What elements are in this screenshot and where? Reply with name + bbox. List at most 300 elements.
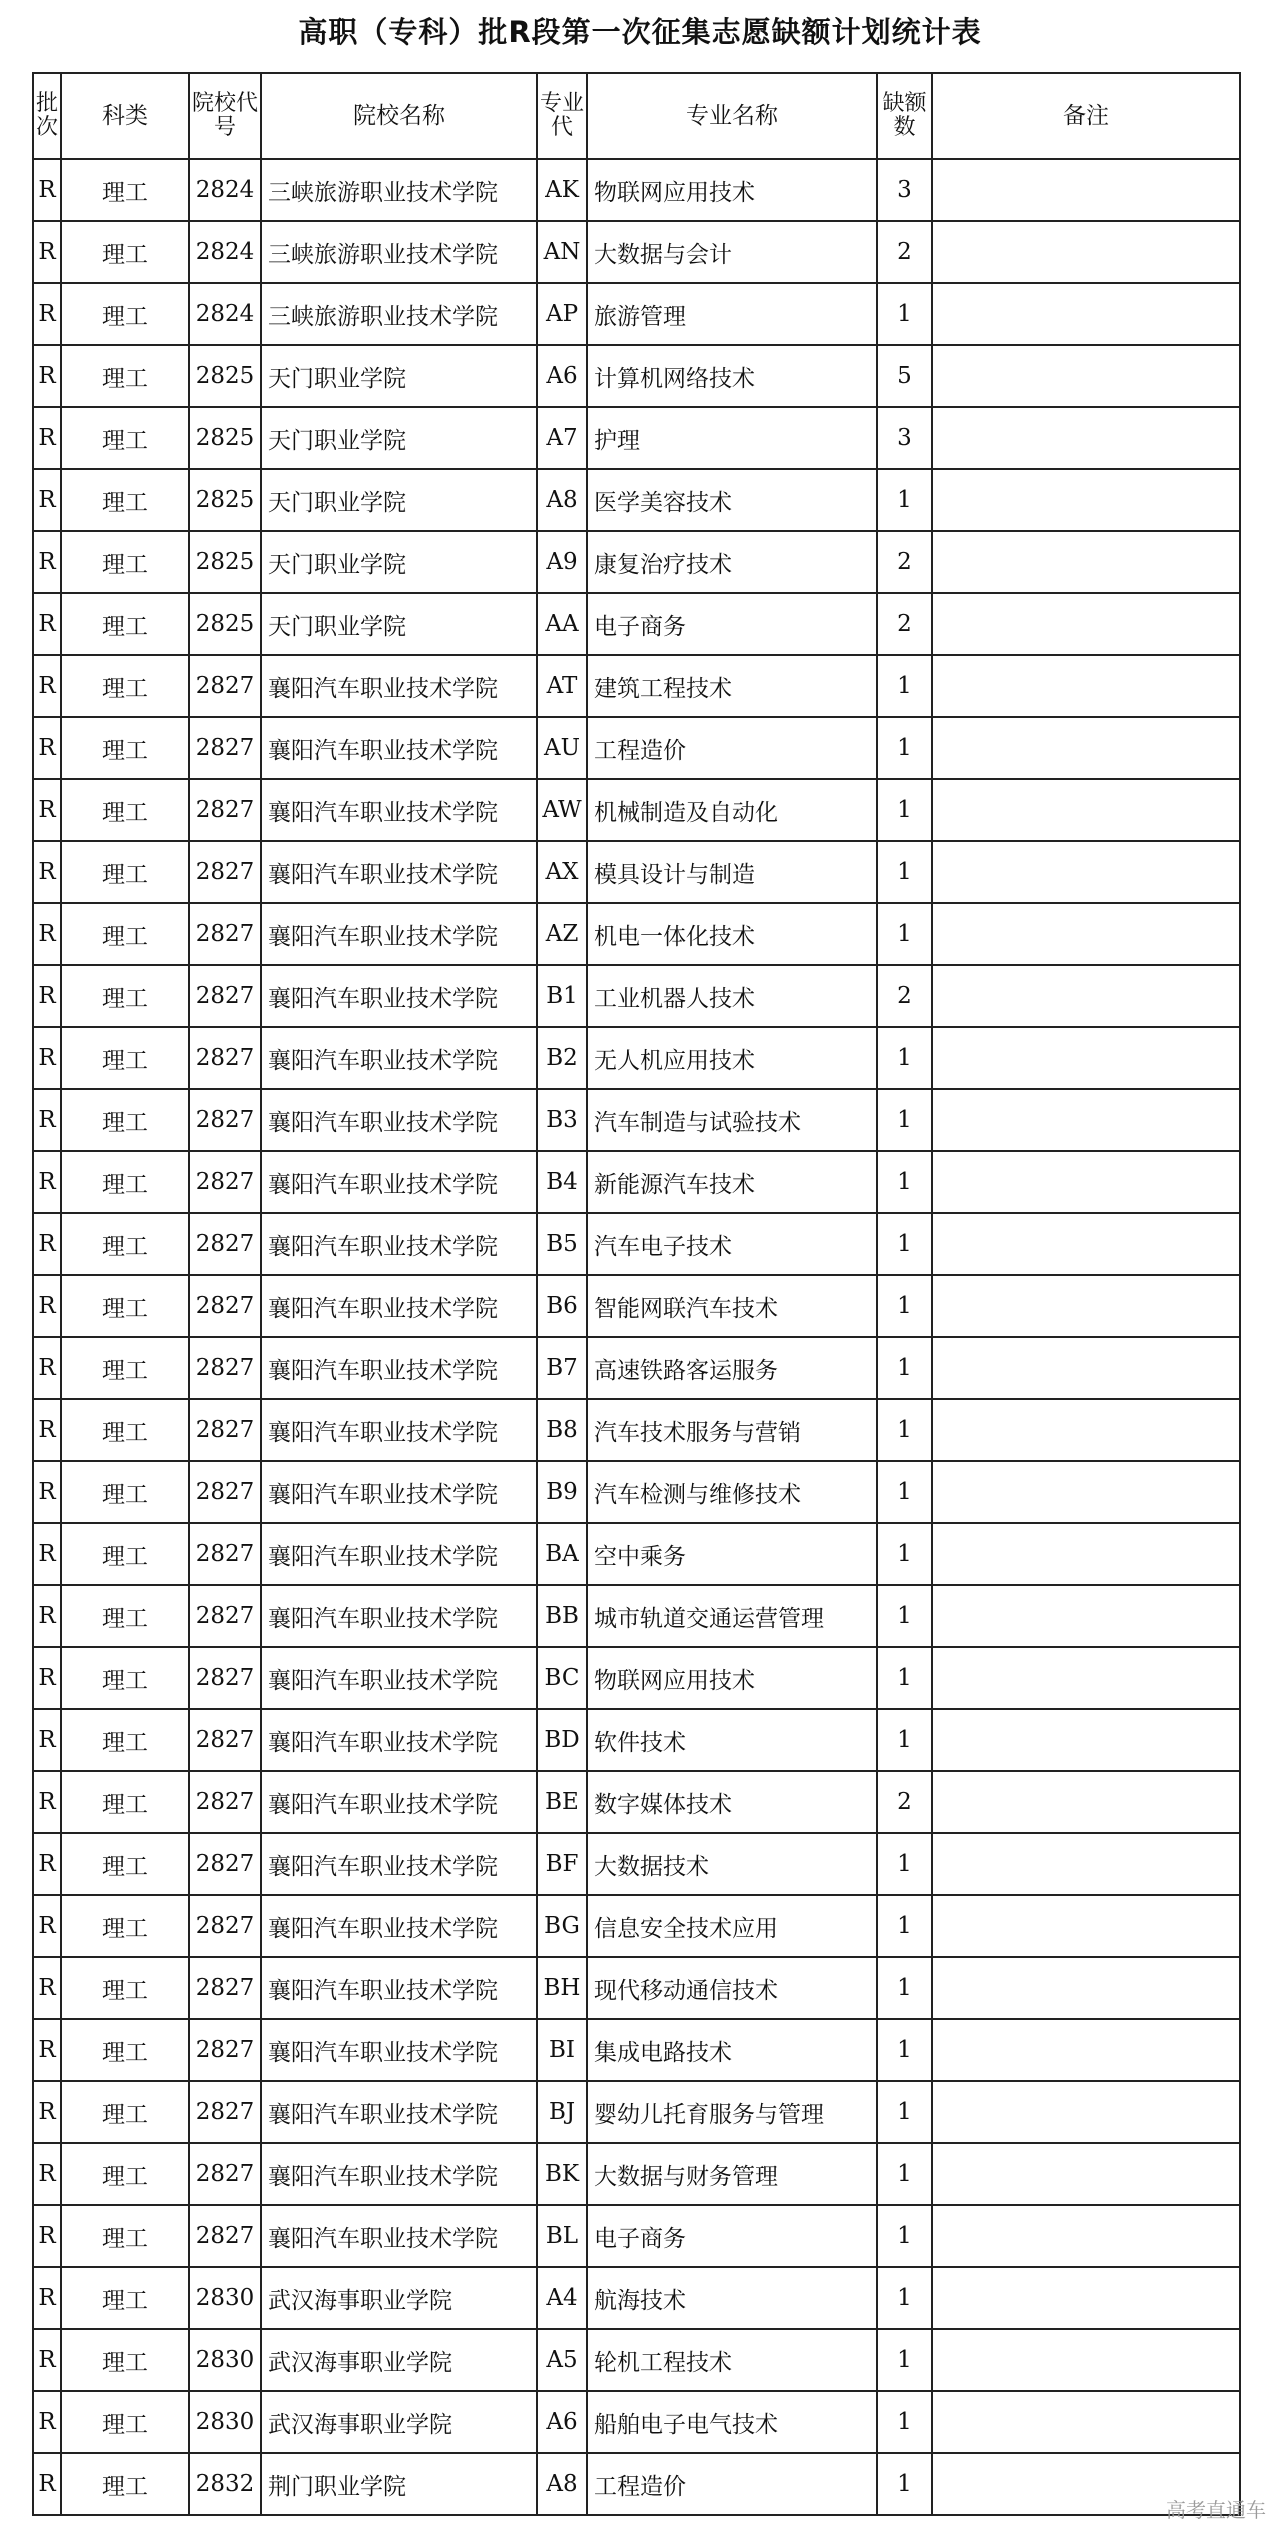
cell-major-name: 现代移动通信技术 <box>587 1957 877 2019</box>
cell-major-code: BK <box>537 2143 587 2205</box>
cell-major-name: 大数据与会计 <box>587 221 877 283</box>
cell-major-code: AX <box>537 841 587 903</box>
cell-major-name: 集成电路技术 <box>587 2019 877 2081</box>
cell-school-code: 2827 <box>189 1089 261 1151</box>
cell-vacancy: 3 <box>877 407 932 469</box>
cell-major-name: 工程造价 <box>587 2453 877 2515</box>
cell-vacancy: 1 <box>877 283 932 345</box>
vacancy-table <box>32 72 1241 2516</box>
cell-batch: R <box>33 593 61 655</box>
cell-school-code: 2827 <box>189 2143 261 2205</box>
watermark-text: 高考直通车 <box>1166 2498 1266 2522</box>
cell-category: 理工 <box>61 717 189 779</box>
cell-batch: R <box>33 2391 61 2453</box>
cell-school-name: 襄阳汽车职业技术学院 <box>261 965 537 1027</box>
cell-vacancy: 1 <box>877 2453 932 2515</box>
table-row <box>33 2267 1240 2329</box>
cell-school-name: 武汉海事职业学院 <box>261 2267 537 2329</box>
cell-category: 理工 <box>61 2205 189 2267</box>
table-row <box>33 1647 1240 1709</box>
cell-remarks <box>932 2267 1240 2329</box>
table-row <box>33 1585 1240 1647</box>
cell-vacancy: 1 <box>877 1337 932 1399</box>
cell-batch: R <box>33 2453 61 2515</box>
cell-remarks <box>932 1709 1240 1771</box>
cell-category: 理工 <box>61 1833 189 1895</box>
cell-batch: R <box>33 345 61 407</box>
cell-school-code: 2825 <box>189 531 261 593</box>
cell-school-code: 2825 <box>189 469 261 531</box>
header-vacancy: 缺额数 <box>877 73 932 159</box>
cell-vacancy: 1 <box>877 1151 932 1213</box>
cell-category: 理工 <box>61 2453 189 2515</box>
cell-major-name: 电子商务 <box>587 2205 877 2267</box>
cell-major-code: A9 <box>537 531 587 593</box>
cell-category: 理工 <box>61 221 189 283</box>
cell-batch: R <box>33 717 61 779</box>
cell-school-name: 天门职业学院 <box>261 593 537 655</box>
cell-major-name: 船舶电子电气技术 <box>587 2391 877 2453</box>
cell-batch: R <box>33 2329 61 2391</box>
header-remarks: 备注 <box>932 73 1240 159</box>
cell-major-name: 汽车技术服务与营销 <box>587 1399 877 1461</box>
page-title: 高职（专科）批R段第一次征集志愿缺额计划统计表 <box>298 15 982 49</box>
cell-category: 理工 <box>61 593 189 655</box>
cell-category: 理工 <box>61 903 189 965</box>
cell-category: 理工 <box>61 1957 189 2019</box>
cell-major-name: 轮机工程技术 <box>587 2329 877 2391</box>
cell-major-name: 婴幼儿托育服务与管理 <box>587 2081 877 2143</box>
cell-category: 理工 <box>61 531 189 593</box>
cell-major-code: BH <box>537 1957 587 2019</box>
cell-remarks <box>932 779 1240 841</box>
cell-school-code: 2827 <box>189 1151 261 1213</box>
cell-school-code: 2824 <box>189 221 261 283</box>
cell-school-name: 襄阳汽车职业技术学院 <box>261 1709 537 1771</box>
header-school-code: 院校代号 <box>189 73 261 159</box>
cell-category: 理工 <box>61 345 189 407</box>
table-row <box>33 2019 1240 2081</box>
cell-school-name: 天门职业学院 <box>261 469 537 531</box>
table-row <box>33 2391 1240 2453</box>
cell-batch: R <box>33 1089 61 1151</box>
cell-category: 理工 <box>61 2391 189 2453</box>
cell-school-code: 2827 <box>189 1337 261 1399</box>
cell-vacancy: 1 <box>877 1647 932 1709</box>
cell-category: 理工 <box>61 779 189 841</box>
cell-batch: R <box>33 531 61 593</box>
cell-vacancy: 1 <box>877 841 932 903</box>
cell-school-code: 2825 <box>189 593 261 655</box>
cell-category: 理工 <box>61 1089 189 1151</box>
table-row <box>33 1337 1240 1399</box>
cell-school-code: 2832 <box>189 2453 261 2515</box>
table-row <box>33 655 1240 717</box>
cell-vacancy: 1 <box>877 1585 932 1647</box>
cell-remarks <box>932 655 1240 717</box>
cell-school-name: 襄阳汽车职业技术学院 <box>261 655 537 717</box>
cell-vacancy: 1 <box>877 1089 932 1151</box>
cell-batch: R <box>33 407 61 469</box>
cell-batch: R <box>33 221 61 283</box>
cell-remarks <box>932 1399 1240 1461</box>
cell-batch: R <box>33 1833 61 1895</box>
cell-remarks <box>932 1771 1240 1833</box>
cell-school-code: 2827 <box>189 1647 261 1709</box>
cell-category: 理工 <box>61 2081 189 2143</box>
cell-category: 理工 <box>61 2019 189 2081</box>
cell-category: 理工 <box>61 1523 189 1585</box>
cell-vacancy: 1 <box>877 1027 932 1089</box>
header-batch: 批次 <box>33 73 61 159</box>
cell-major-code: BC <box>537 1647 587 1709</box>
cell-batch: R <box>33 1957 61 2019</box>
cell-school-name: 襄阳汽车职业技术学院 <box>261 1089 537 1151</box>
table-row <box>33 2205 1240 2267</box>
cell-category: 理工 <box>61 2329 189 2391</box>
cell-remarks <box>932 2391 1240 2453</box>
table-row <box>33 531 1240 593</box>
table-row <box>33 1895 1240 1957</box>
cell-school-name: 三峡旅游职业技术学院 <box>261 159 537 221</box>
cell-category: 理工 <box>61 1709 189 1771</box>
cell-batch: R <box>33 1771 61 1833</box>
cell-major-code: AK <box>537 159 587 221</box>
cell-vacancy: 1 <box>877 2019 932 2081</box>
cell-school-code: 2827 <box>189 1523 261 1585</box>
cell-remarks <box>932 1895 1240 1957</box>
cell-remarks <box>932 2143 1240 2205</box>
cell-batch: R <box>33 1027 61 1089</box>
cell-batch: R <box>33 469 61 531</box>
cell-category: 理工 <box>61 1151 189 1213</box>
cell-batch: R <box>33 1151 61 1213</box>
cell-major-name: 软件技术 <box>587 1709 877 1771</box>
cell-remarks <box>932 469 1240 531</box>
cell-remarks <box>932 2081 1240 2143</box>
cell-school-code: 2827 <box>189 1213 261 1275</box>
cell-school-name: 襄阳汽车职业技术学院 <box>261 841 537 903</box>
cell-batch: R <box>33 1213 61 1275</box>
table-row <box>33 1709 1240 1771</box>
table-row <box>33 283 1240 345</box>
cell-school-code: 2827 <box>189 779 261 841</box>
cell-school-code: 2827 <box>189 965 261 1027</box>
cell-major-code: B4 <box>537 1151 587 1213</box>
cell-major-name: 计算机网络技术 <box>587 345 877 407</box>
cell-remarks <box>932 965 1240 1027</box>
cell-major-name: 大数据与财务管理 <box>587 2143 877 2205</box>
header-major-code: 专业代 <box>537 73 587 159</box>
cell-vacancy: 1 <box>877 2205 932 2267</box>
cell-school-code: 2827 <box>189 1895 261 1957</box>
cell-major-name: 高速铁路客运服务 <box>587 1337 877 1399</box>
cell-school-name: 天门职业学院 <box>261 407 537 469</box>
cell-school-name: 武汉海事职业学院 <box>261 2391 537 2453</box>
cell-category: 理工 <box>61 1461 189 1523</box>
cell-major-code: AN <box>537 221 587 283</box>
cell-major-name: 工程造价 <box>587 717 877 779</box>
cell-vacancy: 1 <box>877 2143 932 2205</box>
cell-remarks <box>932 1957 1240 2019</box>
cell-category: 理工 <box>61 1213 189 1275</box>
cell-vacancy: 1 <box>877 1523 932 1585</box>
cell-batch: R <box>33 2143 61 2205</box>
cell-school-name: 襄阳汽车职业技术学院 <box>261 1895 537 1957</box>
cell-major-name: 康复治疗技术 <box>587 531 877 593</box>
cell-school-name: 三峡旅游职业技术学院 <box>261 221 537 283</box>
cell-school-code: 2827 <box>189 1957 261 2019</box>
cell-major-name: 旅游管理 <box>587 283 877 345</box>
cell-vacancy: 3 <box>877 159 932 221</box>
cell-vacancy: 1 <box>877 1957 932 2019</box>
cell-batch: R <box>33 1337 61 1399</box>
cell-school-name: 襄阳汽车职业技术学院 <box>261 1957 537 2019</box>
table-row <box>33 965 1240 1027</box>
cell-major-name: 物联网应用技术 <box>587 159 877 221</box>
cell-vacancy: 1 <box>877 469 932 531</box>
cell-remarks <box>932 283 1240 345</box>
cell-vacancy: 2 <box>877 221 932 283</box>
cell-category: 理工 <box>61 1895 189 1957</box>
cell-major-code: BI <box>537 2019 587 2081</box>
cell-major-code: B9 <box>537 1461 587 1523</box>
cell-batch: R <box>33 841 61 903</box>
cell-major-name: 物联网应用技术 <box>587 1647 877 1709</box>
cell-school-code: 2827 <box>189 1399 261 1461</box>
cell-school-code: 2827 <box>189 903 261 965</box>
cell-school-code: 2827 <box>189 1461 261 1523</box>
cell-school-name: 襄阳汽车职业技术学院 <box>261 1647 537 1709</box>
cell-category: 理工 <box>61 1771 189 1833</box>
cell-school-code: 2827 <box>189 717 261 779</box>
cell-school-code: 2827 <box>189 2081 261 2143</box>
cell-batch: R <box>33 1461 61 1523</box>
table-row <box>33 1523 1240 1585</box>
cell-category: 理工 <box>61 655 189 717</box>
cell-school-code: 2827 <box>189 2205 261 2267</box>
cell-category: 理工 <box>61 469 189 531</box>
cell-remarks <box>932 2329 1240 2391</box>
cell-major-code: AT <box>537 655 587 717</box>
cell-major-name: 工业机器人技术 <box>587 965 877 1027</box>
cell-major-code: B3 <box>537 1089 587 1151</box>
cell-major-code: AZ <box>537 903 587 965</box>
table-row <box>33 2329 1240 2391</box>
cell-category: 理工 <box>61 1275 189 1337</box>
cell-major-code: BL <box>537 2205 587 2267</box>
cell-remarks <box>932 1337 1240 1399</box>
cell-school-code: 2827 <box>189 1275 261 1337</box>
cell-school-name: 襄阳汽车职业技术学院 <box>261 1337 537 1399</box>
cell-batch: R <box>33 903 61 965</box>
table-row <box>33 345 1240 407</box>
table-row <box>33 1399 1240 1461</box>
cell-major-name: 智能网联汽车技术 <box>587 1275 877 1337</box>
cell-school-name: 襄阳汽车职业技术学院 <box>261 1833 537 1895</box>
cell-school-name: 襄阳汽车职业技术学院 <box>261 717 537 779</box>
cell-batch: R <box>33 1585 61 1647</box>
cell-major-code: BF <box>537 1833 587 1895</box>
cell-vacancy: 1 <box>877 717 932 779</box>
cell-major-code: A5 <box>537 2329 587 2391</box>
table-row <box>33 1213 1240 1275</box>
cell-school-name: 襄阳汽车职业技术学院 <box>261 1461 537 1523</box>
cell-major-code: A7 <box>537 407 587 469</box>
cell-remarks <box>932 1089 1240 1151</box>
cell-school-name: 襄阳汽车职业技术学院 <box>261 779 537 841</box>
cell-remarks <box>932 531 1240 593</box>
table-row <box>33 1027 1240 1089</box>
cell-major-name: 电子商务 <box>587 593 877 655</box>
cell-remarks <box>932 2205 1240 2267</box>
cell-major-code: BJ <box>537 2081 587 2143</box>
cell-vacancy: 1 <box>877 779 932 841</box>
cell-major-name: 汽车电子技术 <box>587 1213 877 1275</box>
cell-major-code: BE <box>537 1771 587 1833</box>
cell-vacancy: 1 <box>877 1461 932 1523</box>
cell-major-code: B2 <box>537 1027 587 1089</box>
cell-remarks <box>932 407 1240 469</box>
cell-vacancy: 1 <box>877 2267 932 2329</box>
cell-vacancy: 1 <box>877 1399 932 1461</box>
table-row <box>33 717 1240 779</box>
cell-school-code: 2824 <box>189 159 261 221</box>
cell-major-code: BD <box>537 1709 587 1771</box>
cell-major-code: AW <box>537 779 587 841</box>
cell-major-name: 新能源汽车技术 <box>587 1151 877 1213</box>
table-row <box>33 1461 1240 1523</box>
cell-major-code: B8 <box>537 1399 587 1461</box>
cell-major-code: BG <box>537 1895 587 1957</box>
cell-vacancy: 1 <box>877 1833 932 1895</box>
cell-major-name: 护理 <box>587 407 877 469</box>
cell-remarks <box>932 1647 1240 1709</box>
cell-school-name: 天门职业学院 <box>261 345 537 407</box>
table-row <box>33 469 1240 531</box>
cell-batch: R <box>33 1709 61 1771</box>
cell-major-name: 医学美容技术 <box>587 469 877 531</box>
cell-batch: R <box>33 2205 61 2267</box>
cell-remarks <box>932 1585 1240 1647</box>
cell-school-code: 2830 <box>189 2267 261 2329</box>
table-row <box>33 1151 1240 1213</box>
cell-vacancy: 1 <box>877 1275 932 1337</box>
table-row <box>33 221 1240 283</box>
cell-school-code: 2827 <box>189 655 261 717</box>
cell-batch: R <box>33 159 61 221</box>
cell-major-name: 城市轨道交通运营管理 <box>587 1585 877 1647</box>
cell-school-code: 2827 <box>189 1833 261 1895</box>
cell-school-name: 三峡旅游职业技术学院 <box>261 283 537 345</box>
cell-school-name: 襄阳汽车职业技术学院 <box>261 1771 537 1833</box>
cell-batch: R <box>33 2081 61 2143</box>
cell-school-code: 2825 <box>189 345 261 407</box>
table-row <box>33 903 1240 965</box>
cell-major-name: 信息安全技术应用 <box>587 1895 877 1957</box>
cell-school-name: 襄阳汽车职业技术学院 <box>261 1523 537 1585</box>
cell-vacancy: 1 <box>877 903 932 965</box>
cell-category: 理工 <box>61 2267 189 2329</box>
cell-school-name: 襄阳汽车职业技术学院 <box>261 2205 537 2267</box>
cell-school-name: 襄阳汽车职业技术学院 <box>261 903 537 965</box>
cell-school-code: 2827 <box>189 841 261 903</box>
cell-category: 理工 <box>61 1027 189 1089</box>
cell-remarks <box>932 1151 1240 1213</box>
cell-major-code: BB <box>537 1585 587 1647</box>
table-row <box>33 159 1240 221</box>
cell-major-code: AU <box>537 717 587 779</box>
cell-batch: R <box>33 965 61 1027</box>
cell-school-name: 襄阳汽车职业技术学院 <box>261 1585 537 1647</box>
table-row <box>33 1957 1240 2019</box>
cell-category: 理工 <box>61 1399 189 1461</box>
cell-school-code: 2830 <box>189 2329 261 2391</box>
cell-school-code: 2827 <box>189 1585 261 1647</box>
cell-major-code: B5 <box>537 1213 587 1275</box>
cell-batch: R <box>33 2267 61 2329</box>
cell-remarks <box>932 1213 1240 1275</box>
cell-vacancy: 1 <box>877 2329 932 2391</box>
cell-major-name: 汽车检测与维修技术 <box>587 1461 877 1523</box>
cell-category: 理工 <box>61 407 189 469</box>
cell-major-name: 大数据技术 <box>587 1833 877 1895</box>
cell-vacancy: 2 <box>877 965 932 1027</box>
table-row <box>33 593 1240 655</box>
cell-school-code: 2827 <box>189 2019 261 2081</box>
cell-major-name: 模具设计与制造 <box>587 841 877 903</box>
cell-batch: R <box>33 1275 61 1337</box>
cell-batch: R <box>33 2019 61 2081</box>
cell-school-name: 襄阳汽车职业技术学院 <box>261 1275 537 1337</box>
cell-batch: R <box>33 1523 61 1585</box>
cell-school-code: 2827 <box>189 1771 261 1833</box>
cell-major-name: 空中乘务 <box>587 1523 877 1585</box>
cell-major-name: 机电一体化技术 <box>587 903 877 965</box>
cell-school-name: 襄阳汽车职业技术学院 <box>261 2081 537 2143</box>
cell-major-name: 机械制造及自动化 <box>587 779 877 841</box>
cell-school-code: 2827 <box>189 1709 261 1771</box>
cell-batch: R <box>33 1895 61 1957</box>
cell-school-code: 2825 <box>189 407 261 469</box>
cell-remarks <box>932 1275 1240 1337</box>
header-major-name: 专业名称 <box>587 73 877 159</box>
cell-vacancy: 1 <box>877 1213 932 1275</box>
cell-school-code: 2830 <box>189 2391 261 2453</box>
table-header-row <box>33 73 1240 159</box>
cell-batch: R <box>33 779 61 841</box>
cell-school-name: 襄阳汽车职业技术学院 <box>261 2143 537 2205</box>
table-body <box>33 159 1240 2515</box>
cell-remarks <box>932 593 1240 655</box>
table-row <box>33 841 1240 903</box>
cell-category: 理工 <box>61 1647 189 1709</box>
cell-vacancy: 2 <box>877 593 932 655</box>
cell-major-name: 航海技术 <box>587 2267 877 2329</box>
header-category: 科类 <box>61 73 189 159</box>
cell-vacancy: 1 <box>877 1709 932 1771</box>
cell-school-name: 襄阳汽车职业技术学院 <box>261 1213 537 1275</box>
cell-remarks <box>932 345 1240 407</box>
cell-major-code: A8 <box>537 469 587 531</box>
cell-vacancy: 1 <box>877 655 932 717</box>
cell-remarks <box>932 2019 1240 2081</box>
cell-category: 理工 <box>61 1585 189 1647</box>
table-row <box>33 779 1240 841</box>
cell-school-code: 2824 <box>189 283 261 345</box>
cell-school-name: 襄阳汽车职业技术学院 <box>261 1027 537 1089</box>
cell-major-code: A8 <box>537 2453 587 2515</box>
